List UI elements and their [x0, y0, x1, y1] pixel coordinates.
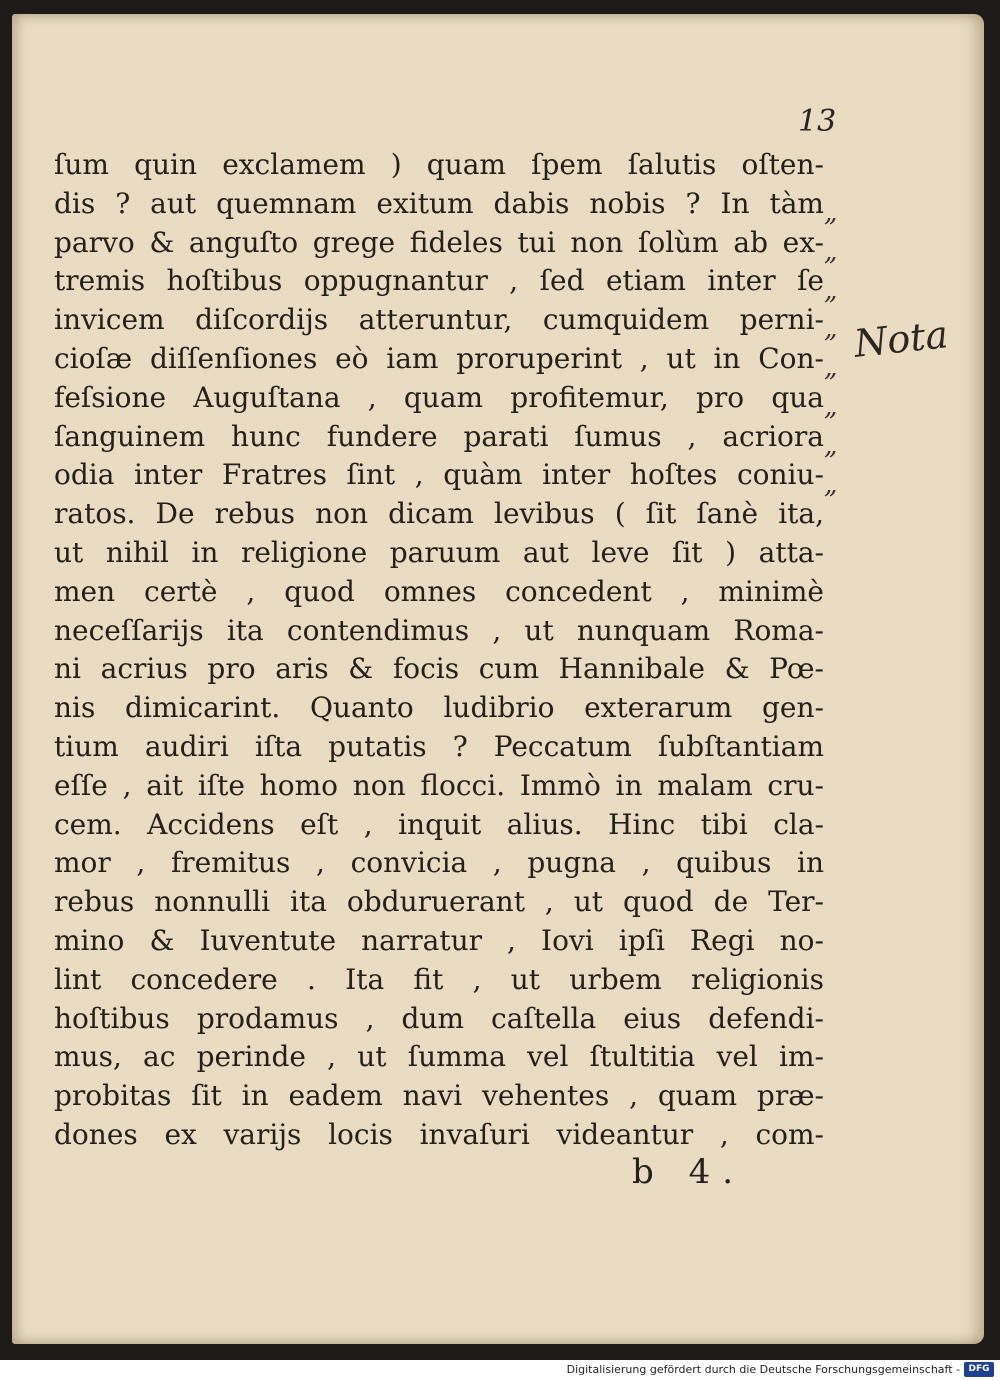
text-line: cioſæ diſſenſiones eò iam proruperint , ut in Con- — [54, 341, 824, 375]
text-line: lint concedere . Ita fit , ut urbem religionis — [54, 962, 824, 996]
quotation-mark: „ — [824, 198, 838, 228]
quotation-mark: „ — [824, 469, 838, 500]
text-line: tremis hoſtibus oppugnantur , ſed etiam inter ſe — [54, 264, 824, 298]
text-line: rebus nonnulli ita obduruerant , ut quod de Ter- — [54, 885, 824, 919]
text-line: ratos. De rebus non dicam levibus ( ſit ſanè ita, — [54, 497, 824, 531]
dfg-logo-icon: DFG — [964, 1362, 994, 1377]
quotation-mark: „ — [824, 236, 838, 267]
text-line: ſum quin exclamem ) quam ſpem ſalutis oſten- — [54, 148, 824, 181]
footer-bar — [0, 1360, 1000, 1380]
book-page — [12, 14, 984, 1344]
quotation-mark: „ — [824, 314, 838, 345]
text-line: probitas ſit in eadem navi vehentes , quam præ- — [54, 1079, 824, 1113]
text-line: ni acrius pro aris & focis cum Hannibale & Pœ- — [54, 652, 824, 686]
text-line: dones ex varijs locis invaſuri videantur , com- — [54, 1117, 824, 1151]
text-line: eſſe , ait iſte homo non flocci. Immò in malam cru- — [54, 768, 824, 802]
body-text — [54, 146, 824, 1155]
text-line: tium audiri iſta putatis ? Peccatum ſubſtantiam — [54, 729, 824, 763]
text-line: mino & Iuventute narratur , Iovi ipſi Regi no- — [54, 923, 824, 957]
quotation-mark: „ — [824, 353, 838, 384]
text-line: cem. Accidens eſt , inquit alius. Hinc tibi cla- — [54, 807, 824, 841]
page-number: 13 — [798, 104, 837, 139]
quotation-mark: „ — [824, 430, 838, 461]
text-line: hoſtibus prodamus , dum caſtella eius defendi- — [54, 1001, 824, 1035]
text-line: ut nihil in religione paruum aut leve ſit ) atta- — [54, 535, 824, 569]
text-line: feſsione Auguſtana , quam profitemur, pro qua — [54, 380, 824, 414]
text-line: men certè , quod omnes concedent , minimè — [54, 574, 824, 608]
text-line: mor , fremitus , convicia , pugna , quibus in — [54, 846, 824, 880]
text-line: invicem diſcordijs atteruntur, cumquidem perni- — [54, 303, 824, 337]
text-line: odia inter Fratres ſint , quàm inter hoſtes coniu- — [54, 458, 824, 492]
signature-mark: b 4. — [632, 1152, 746, 1192]
margin-note: Nota — [851, 312, 951, 366]
text-line: mus, ac perinde , ut ſumma vel ſtultitia vel im- — [54, 1040, 824, 1074]
text-line: neceſſarijs ita contendimus , ut nunquam Roma- — [54, 613, 824, 647]
text-line: nis dimicarint. Quanto ludibrio exterarum gen- — [54, 691, 824, 725]
quotation-mark: „ — [824, 391, 838, 422]
quotation-mark: „ — [824, 275, 838, 306]
text-line: dis ? aut quemnam exitum dabis nobis ? In tàm — [54, 186, 824, 220]
digitization-credit: Digitalisierung gefördert durch die Deutsche Forschungsgemeinschaft - — [566, 1363, 960, 1376]
text-line: ſanguinem hunc fundere parati ſumus , acriora — [54, 419, 824, 453]
text-line: parvo & anguſto grege fideles tui non ſolùm ab ex- — [54, 225, 824, 259]
